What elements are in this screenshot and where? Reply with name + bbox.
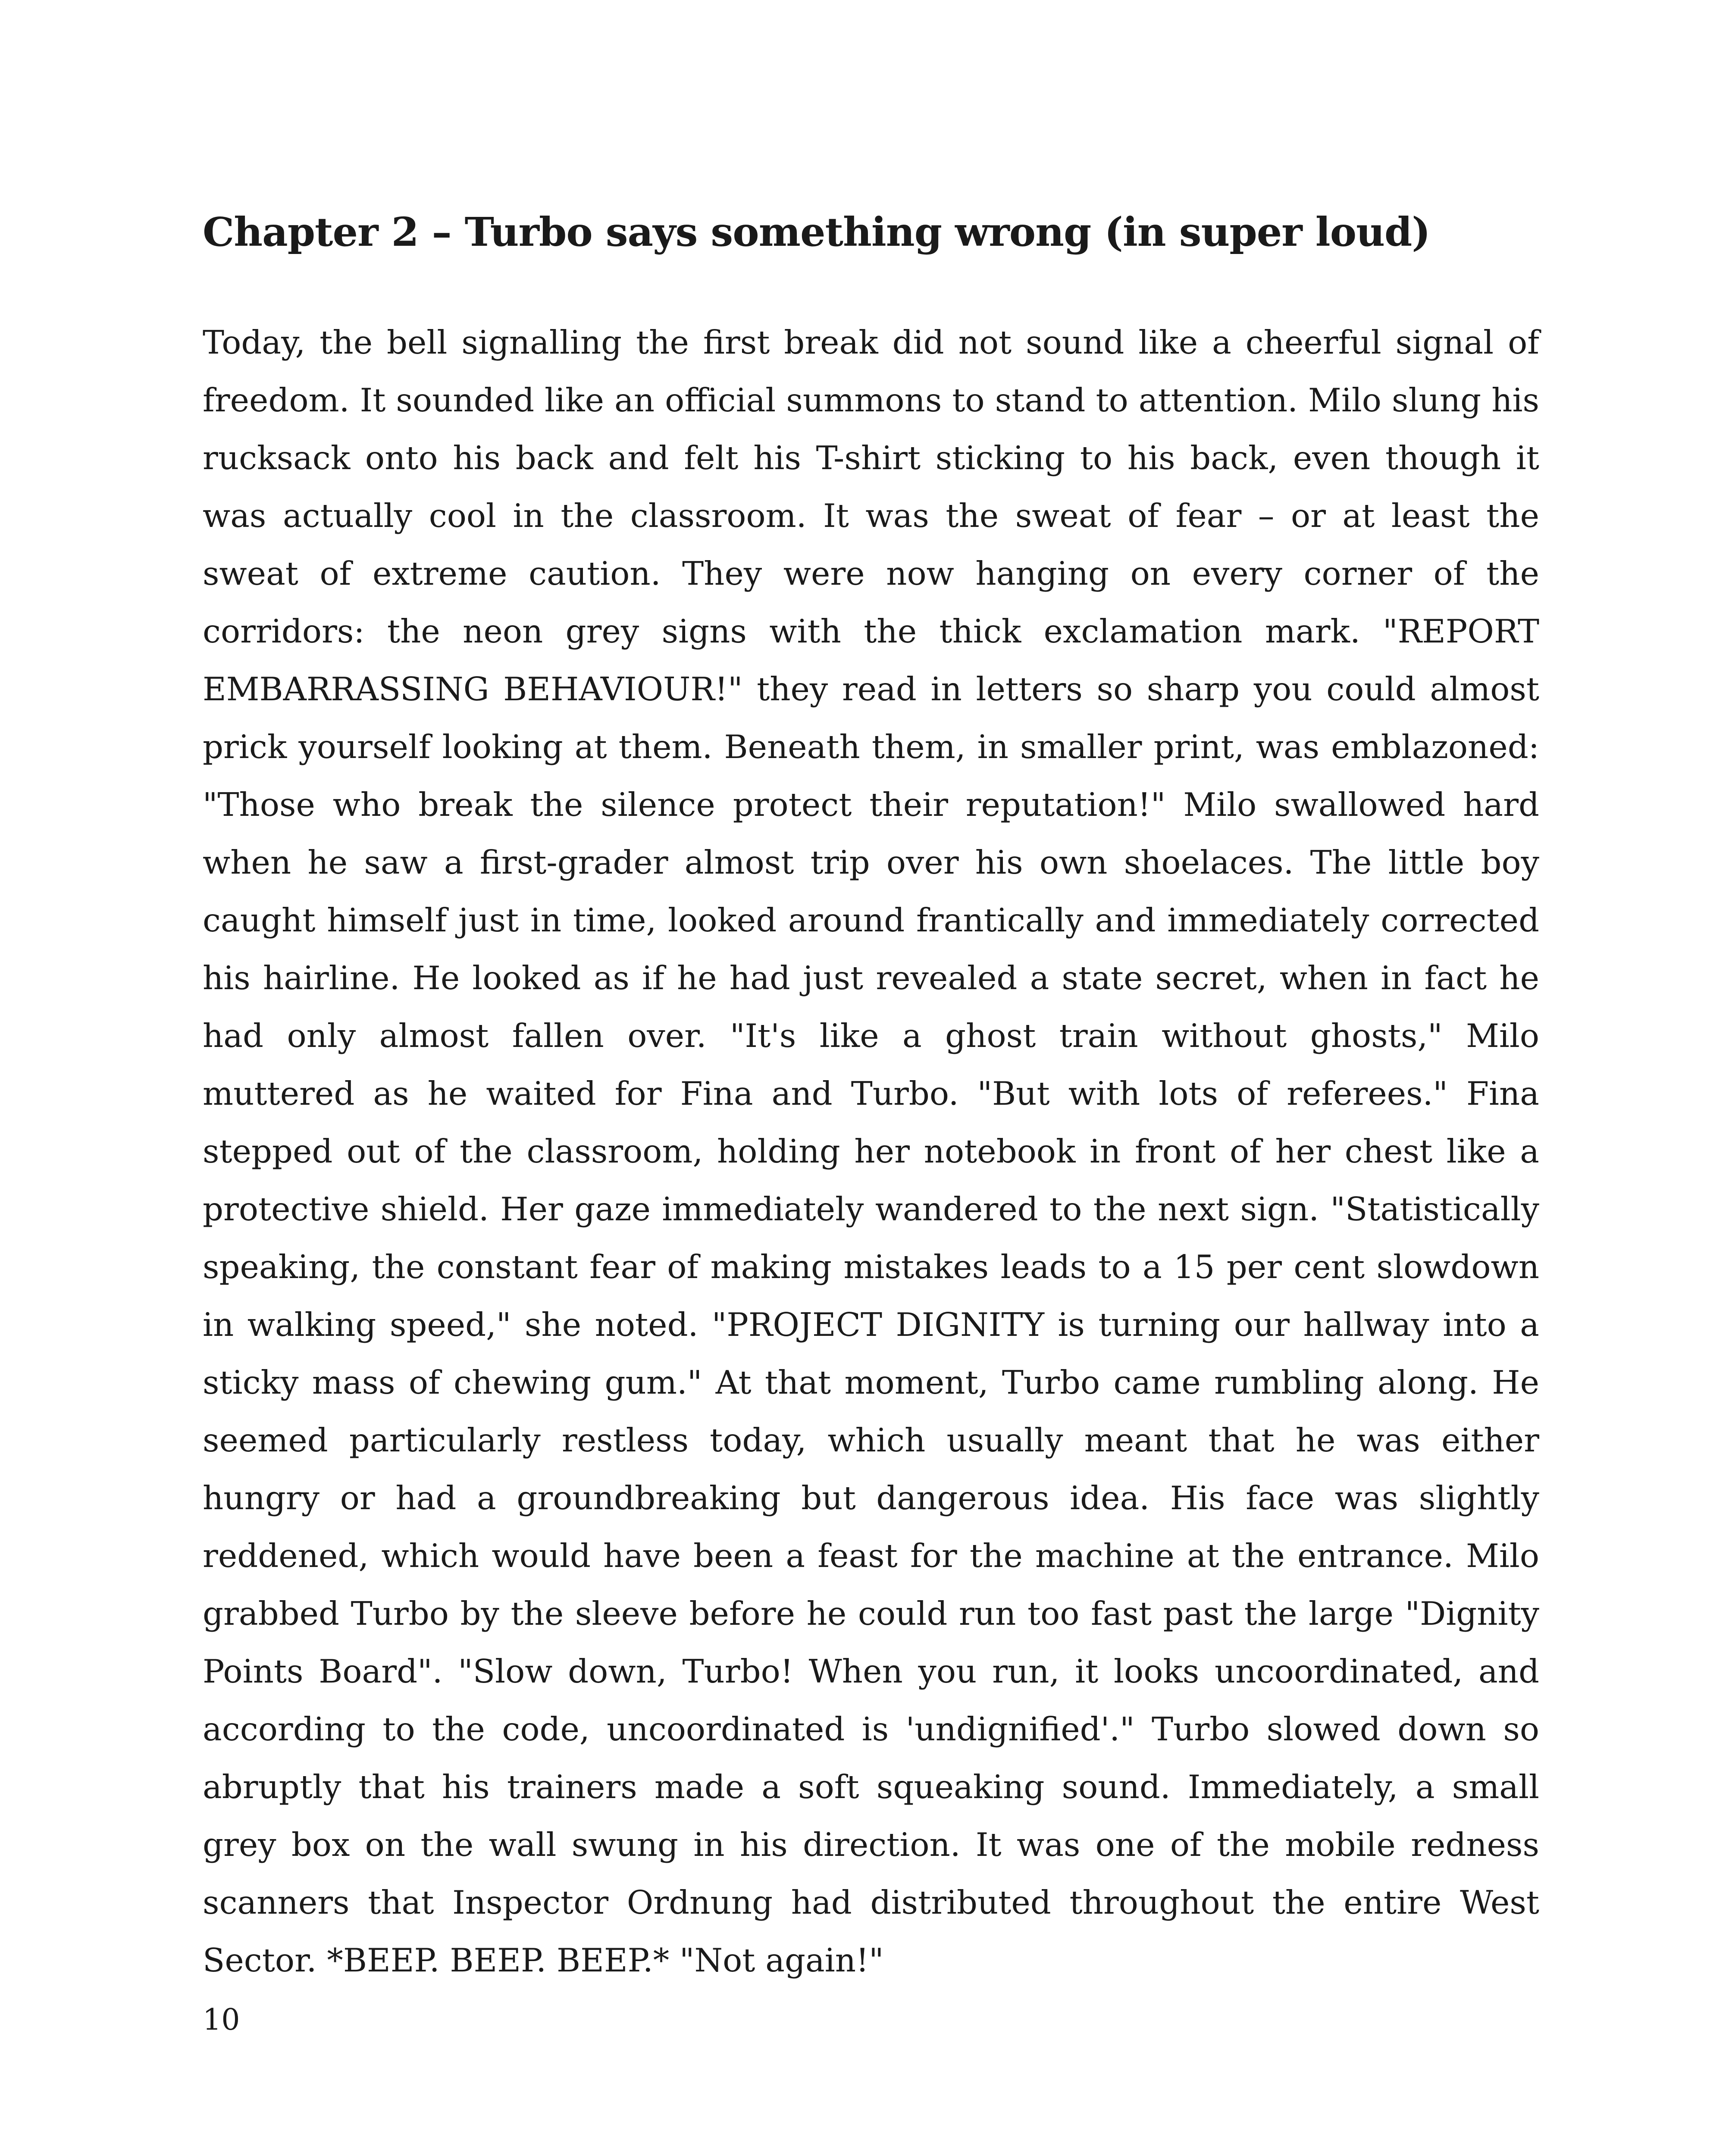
- body-paragraph: Today, the bell signalling the first break did not sound like a cheerful signal of freedom. It sounded like an official summons to stand to attention. Milo slung his rucksack onto his back and felt his T-shirt sticking to his back, even though it was actually cool in the classroom. It was the sweat of fear – or at least the sweat of extreme caution. They were now hanging on every corner of the corridors: the neon grey signs with the thick exclamation mark. "REPORT EMBARRASSING BEHAVIOUR!" they read in letters so sharp you could almost prick yourself looking at them. Beneath them, in smaller print, was emblazoned: "Those who break the silence protect their reputation!" Milo swallowed hard when he saw a first-grader almost trip over his own shoelaces. The little boy caught himself just in time, looked around frantically and immediately corrected his hairline. He looked as if he had just revealed a state secret, when in fact he had only almost fallen over. "It's like a ghost train without ghosts," Milo muttered as he waited for Fina and Turbo. "But with lots of referees." Fina stepped out of the classroom, holding her notebook in front of her chest like a protective shield. Her gaze immediately wandered to the next sign. "Statistically speaking, the constant fear of making mistakes leads to a 15 per cent slowdown in walking speed," she noted. "PROJECT DIGNITY is turning our hallway into a sticky mass of chewing gum." At that moment, Turbo came rumbling along. He seemed particularly restless today, which usually meant that he was either hungry or had a groundbreaking but dangerous idea. His face was slightly reddened, which would have been a feast for the machine at the entrance. Milo grabbed Turbo by the sleeve before he could run too fast past the large "Dignity Points Board". "Slow down, Turbo! When you run, it looks uncoordinated, and according to the code, uncoordinated is 'undignified'." Turbo slowed down so abruptly that his trainers made a soft squeaking sound. Immediately, a small grey box on the wall swung in his direction. It was one of the mobile redness scanners that Inspector Ordnung had distributed throughout the entire West Sector. *BEEP. BEEP. BEEP.* "Not again!": [203, 323, 1539, 1979]
- page-number: 10: [203, 2003, 240, 2037]
- chapter-title: Chapter 2 – Turbo says something wrong (in super loud): [203, 209, 1430, 255]
